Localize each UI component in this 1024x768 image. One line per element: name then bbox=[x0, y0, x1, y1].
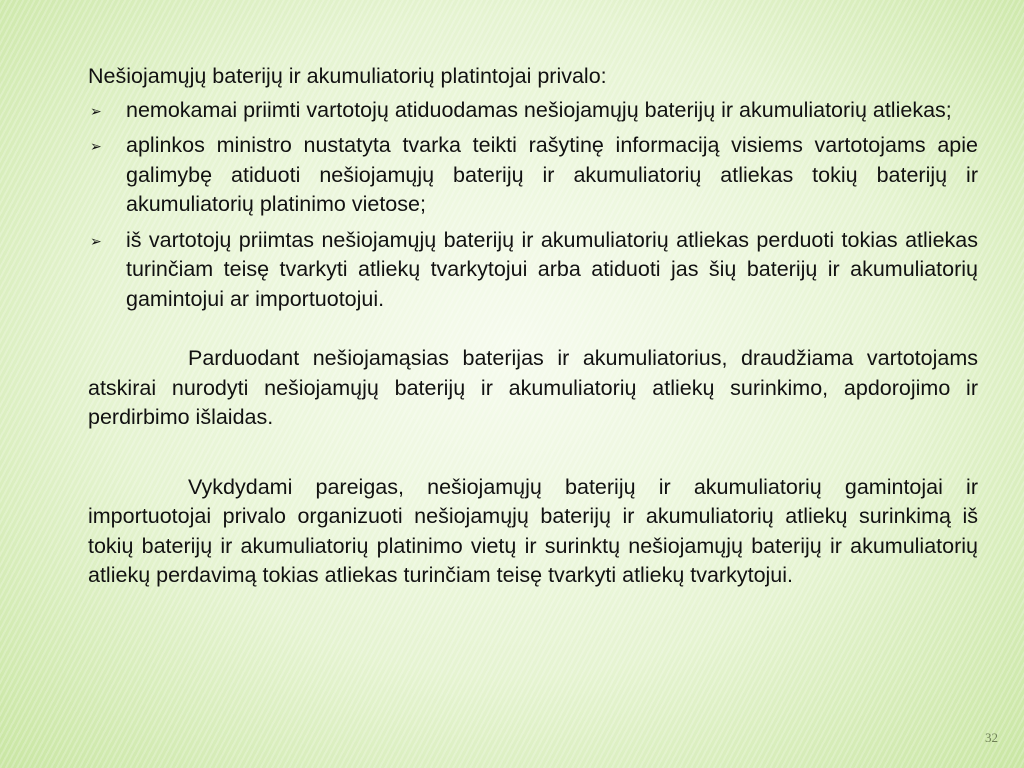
slide-content bbox=[88, 62, 978, 591]
arrow-bullet-icon: ➢ bbox=[90, 138, 102, 154]
bullet-text: aplinkos ministro nustatyta tvarka teikti rašytinę informaciją visiems vartotojams apie galimybę atiduoti nešiojamųjų baterijų ir akumuliatorių atliekas tokių baterijų ir akumuliatorių platinimo vietose; bbox=[126, 133, 978, 216]
bullet-list bbox=[88, 96, 978, 315]
bullet-text: nemokamai priimti vartotojų atiduodamas nešiojamųjų baterijų ir akumuliatorių atliekas; bbox=[126, 97, 952, 122]
arrow-bullet-icon: ➢ bbox=[90, 232, 102, 249]
paragraph-obligations: Vykdydami pareigas, nešiojamųjų baterijų ir akumuliatorių gamintojai ir importuotojai privalo organizuoti nešiojamųjų baterijų ir akumuliatorių atliekų surinkimą iš tokių baterijų ir akumuliatorių platinimo vietų ir surinktų nešiojamųjų baterijų ir akumuliatorių atliekų perdavimą tokias atliekas turinčiam teisę tvarkyti atliekų tvarkytojui. bbox=[88, 474, 978, 587]
bullet-text: iš vartotojų priimtas nešiojamųjų baterijų ir akumuliatorių atliekas perduoti tokias atliekas turinčiam teisę tvarkyti atliekų tvarkytojui arba atiduoti jas šių baterijų ir akumuliatorių gamintojui ar importuotojui. bbox=[126, 227, 978, 311]
page-number: 32 bbox=[985, 730, 998, 745]
bullet-item bbox=[88, 96, 978, 126]
bullet-item bbox=[88, 131, 978, 220]
arrow-bullet-icon: ➢ bbox=[90, 102, 102, 119]
paragraph-pricing: Parduodant nešiojamąsias baterijas ir akumuliatorius, draudžiama vartotojams atskirai nurodyti nešiojamųjų baterijų ir akumuliatorių atliekų surinkimo, apdorojimo ir perdirbimo išlaidas. bbox=[88, 346, 978, 429]
bullet-item bbox=[88, 226, 978, 315]
intro-text: Nešiojamųjų baterijų ir akumuliatorių platintojai privalo: bbox=[88, 64, 607, 88]
